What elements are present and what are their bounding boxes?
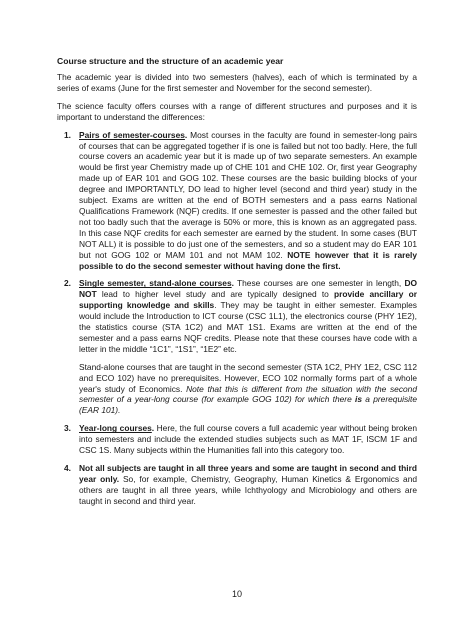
item-subparagraph [79,362,417,417]
item-title: Pairs of semester-courses [79,129,185,140]
page-number: 10 [231,589,242,599]
italic-note-a: Note that this is different from the situation with the second semester of a year-long course (for example GOG 102) for which there [79,383,417,405]
item-note: NOTE however that it is rarely possible to do the second semester without having done the first. [79,249,418,271]
italic-note-b: a prerequisite (EAR 101). [79,394,417,416]
intro-paragraph-1: The academic year is divided into two semesters (halves), each of which is terminated by a series of exams (June for the first semester and November for the second semester). [57,72,417,93]
item-text: Most courses in the faculty are found in semester-long pairs of courses that can be aggregated together if is one is failed but not too badly. Here, the full course covers an academic year but it is made up of two separate semesters. An example would be first year Chemistry made up of CHE 101 and CHE 102. Or, first year Geography made up of EAR 101 and GOG 102. These courses are the basic building blocks of your degree and IMPORTANTLY, DO lead to higher level (second and third year) study in the subject. Exams are written at the end of BOTH semesters and a pass earns National Qualifications Framework (NQF) credits. If one semester is passed and the other failed but not too badly such that the average is 50% or more, this is known as an aggregated pass. In this case NQF credits for each semester are earned by the student. In some cases (BUT NOT ALL) it is possible to do just one of the semesters, and so a student may do EAR 101 but not GOG 102 or MAM 101 and not MAM 102. [79,129,418,260]
item-number: 1. [64,129,71,140]
item-text: Here, the full course covers a full academic year without being broken into semesters and include the extended studies subjects such as MAT 1F, ISCM 1F and CSC 1S. Many subjects within the Humanities fall into this category too. [79,423,417,456]
item-number: 3. [64,423,71,434]
item-text-b: lead to higher level study and are typically designed to [96,289,335,300]
section-heading: Course structure and the structure of an academic year [57,56,284,66]
course-types-list [57,130,417,507]
sub-text: Stand-alone courses that are taught in the second semester (STA 1C2, PHY 1E2, CSC 112 and ECO 102) have no prerequisites. However, ECO 102 normally forms part of a whole year's study of Economics. [79,361,417,394]
list-item-year-long [57,423,417,456]
provide-emphasis: provide ancillary or supporting knowledge and skills [79,289,418,311]
item-number: 4. [64,463,71,473]
list-item-not-all-subjects [57,463,417,507]
item-title: Not all subjects are taught in all three years and some are taught in second and third year only. [79,463,417,484]
item-text-c: . They may be taught in either semester. Examples would include the Introduction to ICT course (CSC 1L1), the electronics course (PHY 1E2), the statistics course (STA 1C2) and MAT 1S1. Exams are written at the end of the semester and a pass earns NQF credits. Please note that these courses have code with a letter in the middle “1C1”, “1S1”, “1E2” etc. [79,300,417,354]
item-text: So, for example, Chemistry, Geography, Human Kinetics & Ergonomics and others are taught in all three years, while Ichthyology and Microbiology and others are taught in second and third year. [79,473,418,506]
item-title-end: . [151,423,155,434]
list-item-pairs [57,130,417,272]
intro-paragraph-2: The science faculty offers courses with a range of different structures and purposes and it is important to understand the differences: [57,100,417,122]
item-title: Year-long courses [79,423,152,434]
italic-is: is [355,394,363,405]
item-title-end: . [184,129,188,140]
item-number: 2. [64,278,71,289]
do-not-emphasis: DO NOT [79,278,417,300]
item-title-end: . [231,278,234,289]
item-title: Single semester, stand-alone courses [79,278,232,289]
list-item-single-semester [57,278,417,416]
item-text-a: These courses are one semester in length, [233,278,405,289]
document-page [57,56,417,514]
